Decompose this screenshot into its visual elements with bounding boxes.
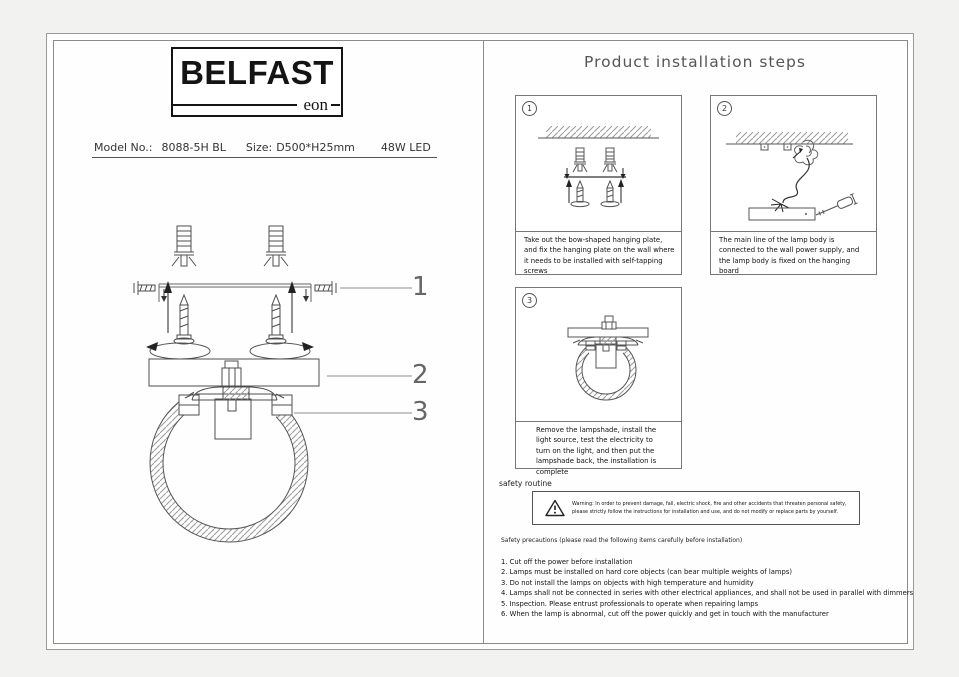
- brand-logo: [171, 47, 343, 117]
- precaution-item: 2. Lamps must be installed on hard core objects (can bear multiple weights of lamps): [501, 568, 793, 577]
- size-value: D500*H25mm: [276, 141, 355, 154]
- wall-anchor-icon: [573, 148, 587, 172]
- brand-logo-rule: [173, 96, 341, 113]
- inner-frame: [53, 40, 914, 644]
- step-number-badge: 2: [717, 101, 732, 116]
- screw-icon: [571, 181, 589, 207]
- side-screw-icon: [134, 281, 155, 295]
- safety-routine-label: safety routine: [499, 479, 552, 488]
- safety-precautions-list: [501, 557, 921, 619]
- precaution-item: 5. Inspection. Please entrust professionals to operate when repairing lamps: [501, 599, 759, 608]
- mounting-screw-icon: [174, 295, 194, 344]
- step1-diagram: [516, 96, 681, 231]
- brand-name: BELFAST: [180, 54, 334, 91]
- model-spec-line: [92, 141, 437, 158]
- mounting-screw-icon: [266, 295, 286, 344]
- ceiling-hatch: [546, 126, 651, 138]
- precaution-item: 4. Lamps shall not be connected in series with other electrical appliances, and shall not be used in parallel with dimmers: [501, 589, 914, 598]
- brand-subname: eon: [303, 95, 328, 114]
- step-text: Remove the lampshade, install the light source, test the electricity to turn on the light, and then put the lampshade back, the installation is complete: [516, 421, 681, 468]
- page-title: Product installation steps: [584, 53, 806, 71]
- wall-anchor-icon: [264, 226, 288, 266]
- warning-text: Warning: In order to prevent damage, fall, electric shock, fire and other accidents that threaten personal safety, please strictly follow the instructions for installation and use, and do not modify or replace parts by yourself.: [572, 500, 847, 515]
- step-box-3: [515, 287, 682, 476]
- callout-number-3: 3: [412, 397, 429, 427]
- warning-box: [532, 491, 860, 525]
- step-text: Take out the bow-shaped hanging plate, and fix the hanging plate on the wall where it needs to be installed with self-tapping screws: [516, 231, 681, 274]
- precaution-item: 3. Do not install the lamps on objects with high temperature and humidity: [501, 578, 754, 587]
- model-label: Model No.:: [94, 141, 153, 154]
- wall-anchor-icon: [603, 148, 617, 172]
- column-divider: [483, 41, 484, 643]
- warning-triangle-icon: [545, 499, 565, 517]
- callout-number-2: 2: [412, 360, 429, 390]
- safety-precautions-label: Safety precautions (please read the following items carefully before installation): [501, 537, 743, 544]
- ceiling-hatch: [736, 132, 848, 144]
- power-value: 48W LED: [380, 141, 431, 154]
- screwdriver-icon: [814, 194, 857, 220]
- step-text: The main line of the lamp body is connected to the wall power supply, and the lamp body is fixed on the hanging board: [711, 231, 876, 274]
- step2-diagram: [711, 96, 876, 231]
- precaution-item: 6. When the lamp is abnormal, cut off the power quickly and get in touch with the manufacturer: [501, 610, 829, 619]
- step-number-badge: 1: [522, 101, 537, 116]
- strain-relief: [771, 199, 789, 212]
- screw-icon: [601, 181, 619, 207]
- wall-anchor-icon: [172, 226, 196, 266]
- step3-diagram: [516, 288, 681, 421]
- step-number-badge: 3: [522, 293, 537, 308]
- step-box-1: [515, 95, 682, 275]
- side-screw-icon: [315, 281, 336, 295]
- document-page: [46, 33, 914, 650]
- precaution-item: 1. Cut off the power before installation: [501, 558, 633, 566]
- model-value: 8088-5H BL: [161, 141, 226, 154]
- callout-number-1: 1: [412, 272, 429, 302]
- step-box-2: [710, 95, 877, 275]
- size-label: Size:: [245, 141, 273, 154]
